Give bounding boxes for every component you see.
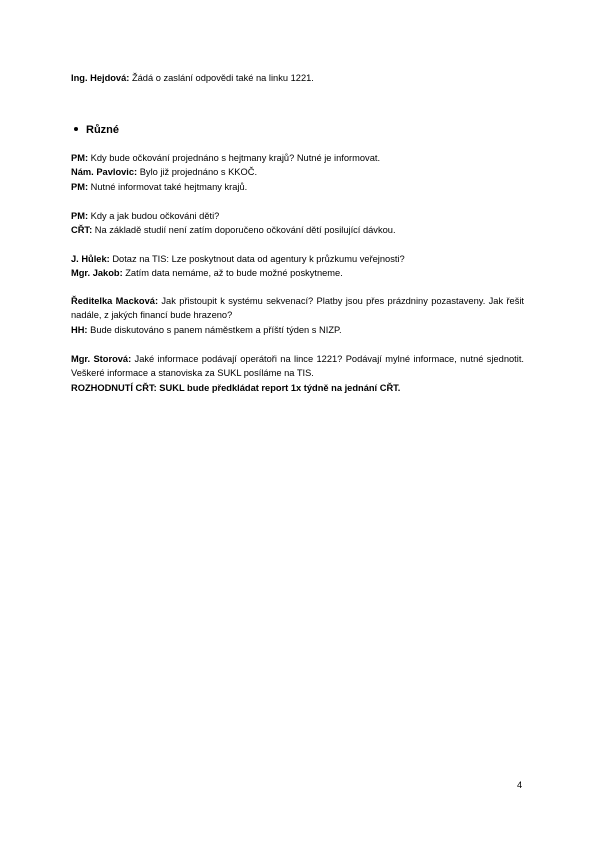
discussion-block-2: [71, 209, 524, 238]
speaker-name: PM:: [71, 153, 89, 163]
speaker-name: CŘT:: [71, 225, 93, 236]
speaker-name: J. Hůlek:: [71, 254, 110, 264]
statement-text: Bude diskutováno s panem náměstkem a příští týden s NIZP.: [87, 324, 342, 335]
statement-text: Jaké informace podávají operátoři na lince 1221? Podávají mylné informace, nutné sjednotit. Veškeré informace a stanoviska za SUKL posíláme na TIS.: [71, 354, 524, 379]
decision-text: ROZHODNUTÍ CŘT: SUKL bude předkládat report 1x týdně na jednání CŘT.: [71, 382, 401, 393]
statement-text: Jak přistoupit k systému sekvenací? Platby jsou přes prázdniny pozastaveny. Jak řešit nadále, z jakých financí bude hrazeno?: [71, 296, 524, 321]
section-heading: [71, 124, 119, 136]
speaker-name: Ing. Hejdová:: [71, 73, 130, 83]
discussion-block-3: [71, 252, 524, 281]
statement-text: Dotaz na TIS: Lze poskytnout data od agentury k průzkumu veřejnosti?: [109, 254, 405, 264]
statement-text: Nutné informovat také hejtmany krajů.: [88, 181, 248, 192]
speaker-name: Mgr. Storová:: [71, 354, 132, 364]
speaker-name: Nám. Pavlovic:: [71, 167, 138, 178]
discussion-block-1: [71, 151, 524, 194]
discussion-block-5: [71, 352, 524, 395]
statement-text: Kdy a jak budou očkováni děti?: [88, 211, 220, 221]
statement-text: Bylo již projednáno s KKOČ.: [137, 167, 258, 178]
bullet-icon: [74, 127, 78, 131]
intro-paragraph: [71, 71, 524, 85]
statement-text: Kdy bude očkování projednáno s hejtmany krajů? Nutné je informovat.: [88, 153, 381, 163]
speaker-name: PM:: [71, 181, 89, 192]
statement-text: Na základě studií není zatím doporučeno očkování dětí posilující dávkou.: [92, 225, 396, 236]
speaker-name: PM:: [71, 211, 89, 221]
page-number: 4: [517, 780, 523, 790]
statement-text: Žádá o zaslání odpovědi také na linku 1221.: [129, 73, 314, 83]
speaker-name: HH:: [71, 324, 88, 335]
discussion-block-4: [71, 294, 524, 337]
speaker-name: Mgr. Jakob:: [71, 268, 123, 279]
statement-text: Zatím data nemáme, až to bude možné poskytneme.: [122, 268, 343, 279]
speaker-name: Ředitelka Macková:: [71, 296, 159, 306]
section-title: Různé: [86, 124, 119, 136]
